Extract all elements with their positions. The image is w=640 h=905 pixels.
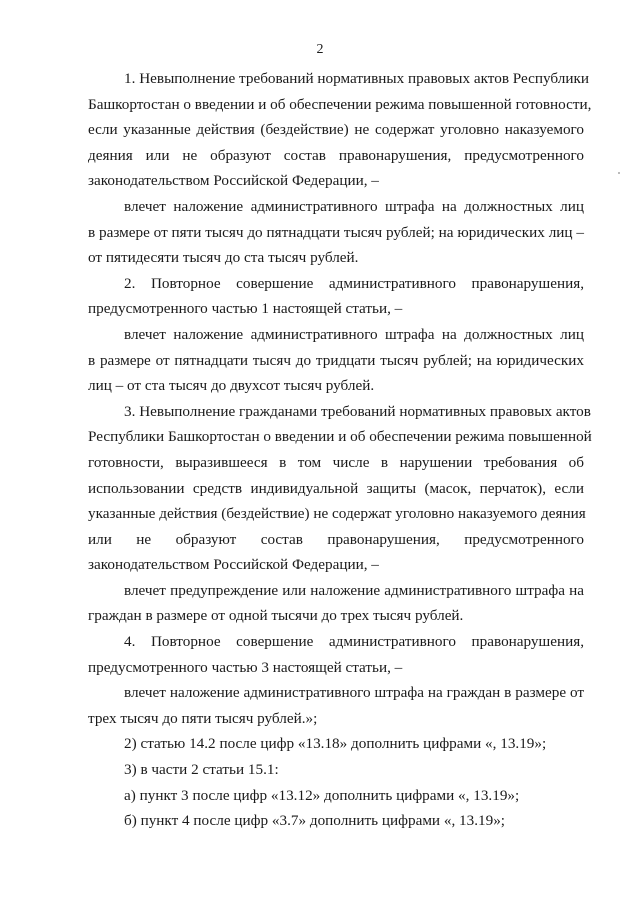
text-line: деяния или не образуют состав правонарушения, предусмотренного [88,146,584,164]
text-line: влечет наложение административного штрафа на должностных лиц [124,197,584,215]
text-line: 2) статью 14.2 после цифр «13.18» дополнить цифрами «, 13.19»; [124,735,547,753]
text-line: Республики Башкортостан о введении и об обеспечении режима повышенной [88,428,592,446]
text-line: 3. Невыполнение гражданами требований нормативных правовых актов [124,402,591,420]
text-line: влечет наложение административного штрафа на граждан в размере от [124,684,584,702]
text-line: 3) в части 2 статьи 15.1: [124,761,279,779]
text-line: законодательством Российской Федерации, – [88,556,379,574]
text-line: если указанные действия (бездействие) не содержат уголовно наказуемого [88,121,584,139]
text-line: 2. Повторное совершение административного правонарушения, [124,274,584,292]
paragraph-penalty-1 [88,194,584,271]
scan-speck [618,172,620,174]
text-line: влечет наложение административного штрафа на должностных лиц [124,325,584,343]
text-line: в размере от пяти тысяч до пятнадцати тысяч рублей; на юридических лиц – [88,223,584,241]
text-line: в размере от пятнадцати тысяч до тридцати тысяч рублей; на юридических [88,351,584,369]
text-line: от пятидесяти тысяч до ста тысяч рублей. [88,249,359,267]
text-line: лиц – от ста тысяч до двухсот тысяч рублей. [88,377,375,395]
text-line: предусмотренного частью 1 настоящей статьи, – [88,300,403,318]
amendment-subitem-b [88,808,584,834]
text-line: граждан в размере от одной тысячи до трех тысяч рублей. [88,607,464,625]
text-line: или не образуют состав правонарушения, предусмотренного [88,530,584,548]
text-line: указанные действия (бездействие) не содержат уголовно наказуемого деяния [88,505,586,523]
amendment-item-3 [88,757,584,783]
text-line: законодательством Российской Федерации, – [88,172,379,190]
paragraph-part-2 [88,271,584,322]
text-line: готовности, выразившееся в том числе в нарушении требования об [88,453,584,471]
paragraph-penalty-4 [88,680,584,731]
text-line: использовании средств индивидуальной защиты (масок, перчаток), если [88,479,584,497]
text-line: трех тысяч до пяти тысяч рублей.»; [88,709,318,727]
text-line: б) пункт 4 после цифр «3.7» дополнить цифрами «, 13.19»; [124,812,506,830]
page-number: 2 [316,42,324,57]
paragraph-part-1 [88,66,592,194]
paragraph-penalty-3 [88,578,584,629]
text-line: Башкортостан о введении и об обеспечении режима повышенной готовности, [88,95,592,113]
text-line: а) пункт 3 после цифр «13.12» дополнить цифрами «, 13.19»; [124,786,520,804]
amendment-item-2 [88,731,584,757]
paragraph-part-4 [88,629,584,680]
paragraph-penalty-2 [88,322,584,399]
paragraph-part-3 [88,399,592,578]
text-line: 4. Повторное совершение административного правонарушения, [124,633,584,651]
text-line: 1. Невыполнение требований нормативных правовых актов Республики [124,70,589,87]
text-line: предусмотренного частью 3 настоящей статьи, – [88,658,403,676]
document-body [88,66,592,834]
text-line: влечет предупреждение или наложение административного штрафа на [124,581,584,599]
amendment-subitem-a [88,783,584,809]
